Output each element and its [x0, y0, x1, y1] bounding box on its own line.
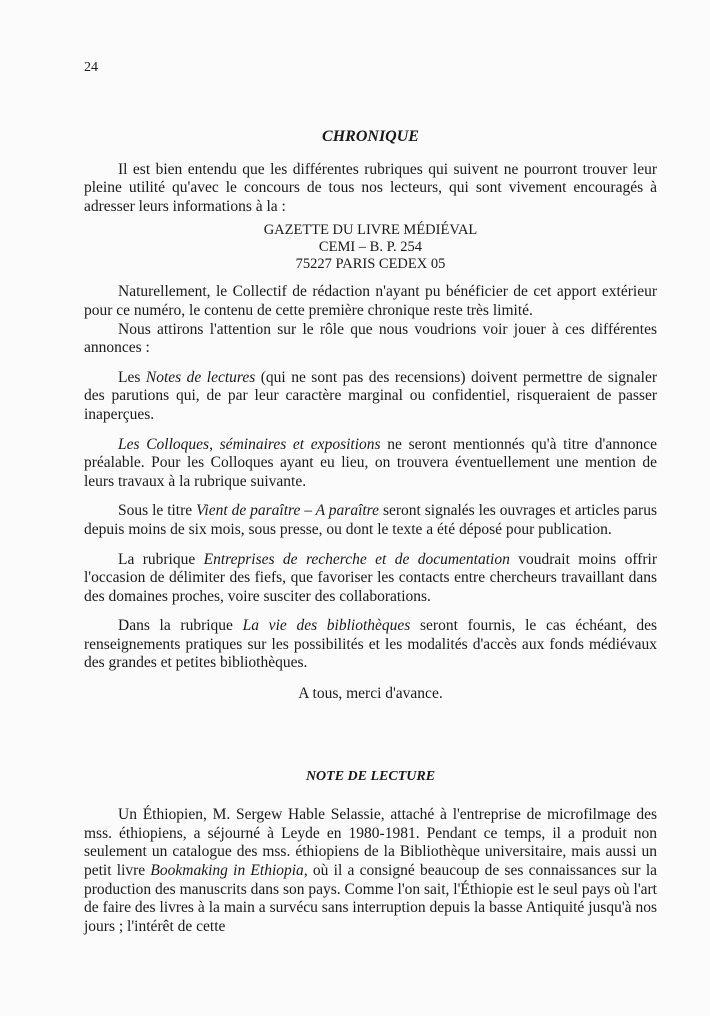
rubric-title: Notes de lectures	[145, 368, 256, 386]
paragraph-vie: Dans la rubrique La vie des bibliothèques seront fournis, le cas échéant, des renseignements pratiques sur les possibilités et les modalités d'accès aux fonds médiévaux des grandes et petites bibliothèques.	[84, 617, 657, 672]
address-line: 75227 PARIS CEDEX 05	[295, 256, 446, 273]
paragraph-vient: Sous le titre Vient de paraître – A paraître seront signalés les ouvrages et articles parus depuis moins de six mois, sous presse, ou dont le texte a été déposé pour publication.	[84, 502, 657, 538]
rubric-title: Vient de paraître – A paraître	[196, 502, 380, 520]
signoff: A tous, merci d'avance.	[298, 685, 443, 703]
note-paragraph: Un Éthiopien, M. Sergew Hable Selassie, attaché à l'entreprise de microfilmage des mss. éthiopiens, a séjourné à Leyde en 1980-1981. Pendant ce temps, il a produit non seulement un catalogue des mss. éthiopiens de la Bibliothèque universitaire, mais aussi un petit livre Bookmaking in Ethiopia, où il a consigné beaucoup de ses connaissances sur la production des manuscrits dans son pays. Comme l'on sait, l'Éthiopie est le seul pays où l'art de faire des livres à la main a survécu sans interruption depuis la basse Antiquité jusqu'à nos jours ; l'intérêt de cette	[84, 806, 658, 935]
paragraph-notes: Les Notes de lectures (qui ne sont pas des recensions) doivent permettre de signaler des parutions qui, de par leur caractère marginal ou confidentiel, risqueraient de passer inaperçues.	[84, 368, 657, 423]
paragraph-colloques: Les Colloques, séminaires et expositions ne seront mentionnés qu'à titre d'annonce préalable. Pour les Colloques ayant eu lieu, on trouvera éventuellement une mention de leurs travaux à la rubrique suivante.	[84, 435, 657, 490]
page-number: 24	[84, 60, 98, 75]
note-heading: NOTE DE LECTURE	[305, 768, 436, 784]
paragraph-naturellement: Naturellement, le Collectif de rédaction n'ayant pu bénéficier de cet apport extérieur pour ce numéro, le contenu de cette première chronique reste très limité.	[84, 283, 657, 319]
book-title: Bookmaking in Ethiopia	[150, 862, 304, 880]
address-line: CEMI – B. P. 254	[318, 239, 423, 256]
paragraph-attirons: Nous attirons l'attention sur le rôle que nous voudrions voir jouer à ces différentes annonces :	[84, 320, 657, 357]
chronique-intro: Il est bien entendu que les différentes rubriques qui suivent ne pourront trouver leur pleine utilité qu'avec le concours de tous nos lecteurs, qui sont vivement encouragés à adresser leurs informations à la :	[84, 160, 657, 215]
rubric-title: Les Colloques, séminaires et expositions	[118, 435, 381, 453]
address-line: GAZETTE DU LIVRE MÉDIÉVAL	[263, 222, 478, 239]
chronique-heading: CHRONIQUE	[322, 128, 419, 145]
paragraph-entreprises: La rubrique Entreprises de recherche et de documentation voudrait moins offrir l'occasion de délimiter des fiefs, que favoriser les contacts entre chercheurs travaillant dans des domaines proches, voire susciter des collaborations.	[84, 550, 657, 605]
rubric-title: Entreprises de recherche et de documentation	[203, 550, 510, 568]
address-block	[84, 222, 657, 273]
rubric-title: La vie des bibliothèques	[242, 617, 411, 635]
page-content	[84, 128, 657, 936]
